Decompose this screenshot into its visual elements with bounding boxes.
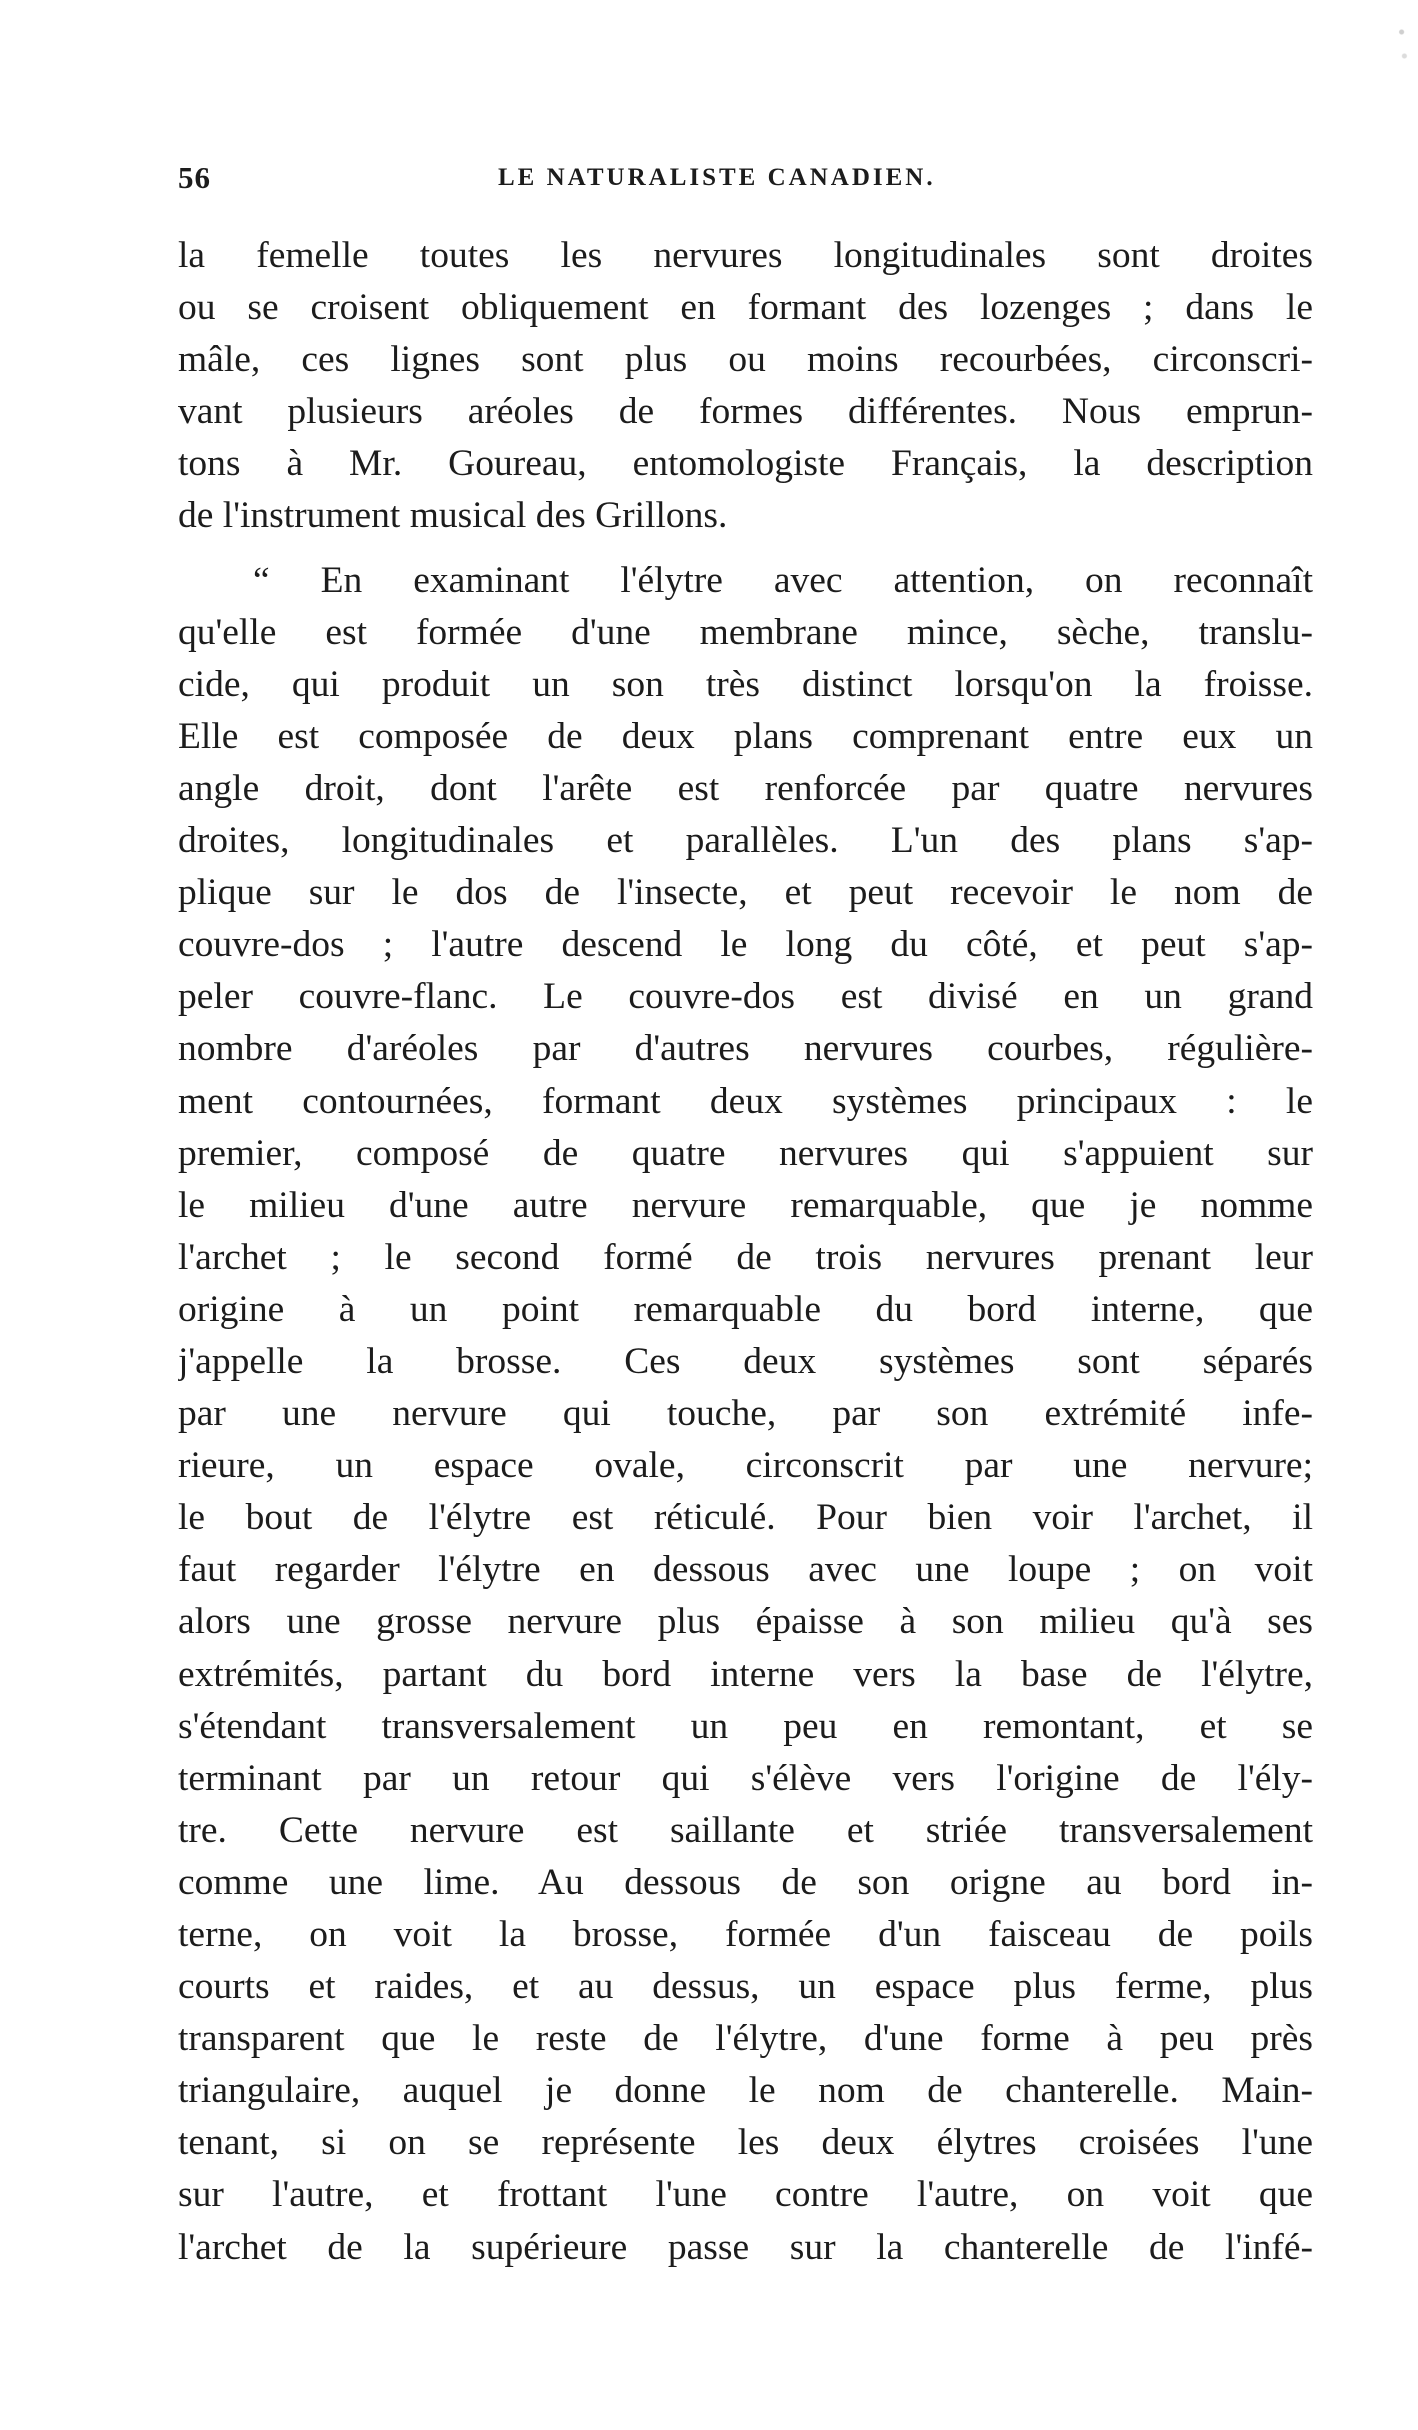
text-line: peler couvre-flanc. Le couvre-dos est divisé en un grand <box>178 976 1313 1018</box>
text-line: j'appelle la brosse. Ces deux systèmes sont séparés <box>178 1340 1313 1382</box>
text-line: terne, on voit la brosse, formée d'un faisceau de poils <box>178 1914 1313 1955</box>
text-line: tenant, si on se représente les deux élytres croisées l'une <box>178 2122 1313 2164</box>
text-line: transparent que le reste de l'élytre, d'une forme à peu près <box>178 2018 1313 2060</box>
text-line: le milieu d'une autre nervure remarquable, que je nomme <box>178 1184 1313 1226</box>
text-line: tre. Cette nervure est saillante et striée transversalement <box>178 1809 1313 1851</box>
text-line: terminant par un retour qui s'élève vers l'origine de l'ély- <box>178 1757 1313 1799</box>
text-line: de l'instrument musical des Grillons. <box>178 495 728 537</box>
running-head <box>178 160 1313 204</box>
text-line: courts et raides, et au dessus, un espace plus ferme, plus <box>178 1966 1313 2008</box>
text-line: faut regarder l'élytre en dessous avec une loupe ; on voit <box>178 1549 1313 1591</box>
text-line: alors une grosse nervure plus épaisse à son milieu qu'à ses <box>178 1601 1313 1643</box>
text-line: Elle est composée de deux plans comprenant entre eux un <box>178 715 1313 757</box>
text-line: comme une lime. Au dessous de son origne au bord in- <box>178 1861 1313 1903</box>
body-text <box>178 230 1313 2274</box>
page-number: 56 <box>178 160 211 195</box>
text-line: nombre d'aréoles par d'autres nervures courbes, régulière- <box>178 1028 1313 1070</box>
text-line: mâle, ces lignes sont plus ou moins recourbées, circonscri- <box>178 339 1313 381</box>
text-line: triangulaire, auquel je donne le nom de chanterelle. Main- <box>178 2070 1313 2112</box>
text-line: l'archet ; le second formé de trois nervures prenant leur <box>178 1236 1313 1278</box>
text-line: l'archet de la supérieure passe sur la chanterelle de l'infé- <box>178 2226 1313 2268</box>
text-line: “ En examinant l'élytre avec attention, on reconnaît <box>253 559 1313 601</box>
text-line: qu'elle est formée d'une membrane mince, sèche, translu- <box>178 611 1313 653</box>
page-edge-mark <box>1396 20 1410 80</box>
text-line: le bout de l'élytre est réticulé. Pour bien voir l'archet, il <box>178 1497 1313 1539</box>
text-line: par une nervure qui touche, par son extrémité infe- <box>178 1393 1313 1435</box>
text-line: sur l'autre, et frottant l'une contre l'autre, on voit que <box>178 2174 1313 2216</box>
text-line: extrémités, partant du bord interne vers la base de l'élytre, <box>178 1653 1313 1695</box>
text-line: plique sur le dos de l'insecte, et peut recevoir le nom de <box>178 872 1313 914</box>
text-line: cide, qui produit un son très distinct lorsqu'on la froisse. <box>178 663 1313 705</box>
text-line: s'étendant transversalement un peu en remontant, et se <box>178 1705 1313 1747</box>
text-line: angle droit, dont l'arête est renforcée par quatre nervures <box>178 767 1313 809</box>
text-line: la femelle toutes les nervures longitudinales sont droites <box>178 235 1313 276</box>
text-line: ou se croisent obliquement en formant des lozenges ; dans le <box>178 287 1313 329</box>
text-line: premier, composé de quatre nervures qui s'appuient sur <box>178 1132 1313 1174</box>
text-line: rieure, un espace ovale, circonscrit par une nervure; <box>178 1445 1313 1487</box>
text-line: origine à un point remarquable du bord interne, que <box>178 1288 1313 1330</box>
text-line: ment contournées, formant deux systèmes principaux : le <box>178 1080 1313 1122</box>
text-line: tons à Mr. Goureau, entomologiste Français, la description <box>178 443 1313 485</box>
text-line: vant plusieurs aréoles de formes différentes. Nous emprun- <box>178 391 1313 433</box>
text-line: droites, longitudinales et parallèles. L'un des plans s'ap- <box>178 820 1313 862</box>
journal-title: LE NATURALISTE CANADIEN. <box>498 164 936 191</box>
text-line: couvre-dos ; l'autre descend le long du côté, et peut s'ap- <box>178 924 1313 966</box>
